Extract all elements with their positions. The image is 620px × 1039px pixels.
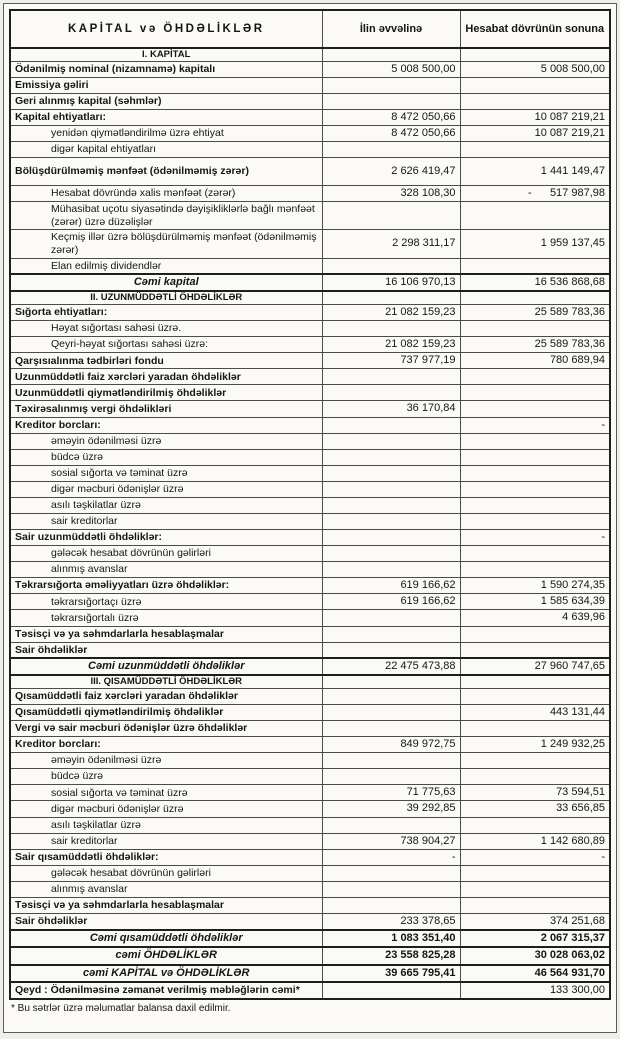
row-value-beginning-of-year [322, 529, 460, 545]
row-value-end-of-period: 1 441 149,47 [460, 158, 610, 186]
row-label: cəmi ÖHDƏLİKLƏR [10, 947, 322, 964]
row-value-end-of-period [460, 721, 610, 737]
row-value-beginning-of-year: 619 166,62 [322, 578, 460, 594]
row-value-beginning-of-year: 39 665 795,41 [322, 965, 460, 982]
row-label: yenidən qiymətləndirilmə üzrə ehtiyat [10, 125, 322, 141]
row-value-beginning-of-year: 39 292,85 [322, 801, 460, 817]
row-value-beginning-of-year [322, 142, 460, 158]
row-label: sosial sığorta və təminat üzrə [10, 785, 322, 801]
row-label: I. KAPİTAL [10, 48, 322, 61]
row-value-end-of-period: 27 960 747,65 [460, 658, 610, 675]
row-label: sair kreditorlar [10, 833, 322, 849]
row-label: Mühasibat uçotu siyasətində dəyişikliklərlə bağlı mənfəət (zərər) üzrə düzəlişlər [10, 202, 322, 230]
row-label: sosial sığorta və təminat üzrə [10, 465, 322, 481]
row-value-beginning-of-year [322, 882, 460, 898]
row-value-end-of-period [460, 898, 610, 914]
row-value-beginning-of-year [322, 753, 460, 769]
table-row [10, 337, 610, 353]
table-row [10, 142, 610, 158]
row-value-beginning-of-year [322, 898, 460, 914]
row-value-end-of-period [460, 401, 610, 417]
row-label: büdcə üzrə [10, 769, 322, 785]
row-label: Geri alınmış kapital (səhmlər) [10, 93, 322, 109]
table-row [10, 385, 610, 401]
table-row [10, 497, 610, 513]
row-value-beginning-of-year: 22 475 473,88 [322, 658, 460, 675]
row-value-end-of-period [460, 142, 610, 158]
row-label: əməyin ödənilməsi üzrə [10, 753, 322, 769]
table-row [10, 849, 610, 865]
table-row [10, 882, 610, 898]
table-row [10, 947, 610, 964]
row-label: gələcək hesabat dövrünün gəlirləri [10, 546, 322, 562]
row-value-beginning-of-year: 36 170,84 [322, 401, 460, 417]
row-value-beginning-of-year [322, 546, 460, 562]
row-value-beginning-of-year [322, 497, 460, 513]
row-value-beginning-of-year [322, 704, 460, 720]
table-row [10, 610, 610, 626]
row-value-beginning-of-year: 619 166,62 [322, 594, 460, 610]
row-value-end-of-period: 10 087 219,21 [460, 125, 610, 141]
row-value-beginning-of-year [322, 449, 460, 465]
table-row [10, 721, 610, 737]
table-row [10, 369, 610, 385]
row-value-beginning-of-year [322, 562, 460, 578]
footnote: * Bu sətrlər üzrə məlumatlar balansa daxil edilmir. [11, 1002, 231, 1014]
row-value-beginning-of-year [322, 481, 460, 497]
row-label: sair kreditorlar [10, 513, 322, 529]
row-label: Təsisçi və ya səhmdarlarla hesablaşmalar [10, 898, 322, 914]
row-value-end-of-period: 1 585 634,39 [460, 594, 610, 610]
row-value-beginning-of-year [322, 77, 460, 93]
row-value-end-of-period [460, 77, 610, 93]
row-value-beginning-of-year: 5 008 500,00 [322, 61, 460, 77]
row-label: III. QISAMÜDDƏTLİ ÖHDƏLİKLƏR [10, 675, 322, 688]
row-value-beginning-of-year [322, 817, 460, 833]
row-value-beginning-of-year: 738 904,27 [322, 833, 460, 849]
table-row [10, 578, 610, 594]
row-value-end-of-period: - [460, 849, 610, 865]
row-value-end-of-period: 30 028 063,02 [460, 947, 610, 964]
col-header-capital-liabilities: KAPİTAL və ÖHDƏLİKLƏR [10, 10, 322, 48]
row-value-beginning-of-year: 233 378,65 [322, 914, 460, 931]
table-row [10, 914, 610, 931]
row-label: Kreditor borcları: [10, 417, 322, 433]
row-value-beginning-of-year: 8 472 050,66 [322, 125, 460, 141]
row-value-beginning-of-year: 16 106 970,13 [322, 274, 460, 291]
table-row [10, 658, 610, 675]
table-row [10, 353, 610, 369]
row-value-beginning-of-year: 2 298 311,17 [322, 230, 460, 258]
row-value-beginning-of-year [322, 721, 460, 737]
row-value-beginning-of-year [322, 385, 460, 401]
row-value-end-of-period: 33 656,85 [460, 801, 610, 817]
table-row [10, 769, 610, 785]
table-row [10, 704, 610, 720]
table-row [10, 48, 610, 61]
row-value-beginning-of-year: 21 082 159,23 [322, 337, 460, 353]
row-value-end-of-period [460, 291, 610, 304]
balance-sheet-page [3, 3, 617, 1033]
table-row [10, 529, 610, 545]
row-value-end-of-period: 1 590 274,35 [460, 578, 610, 594]
row-value-end-of-period [460, 753, 610, 769]
row-label: Elan edilmiş dividendlər [10, 258, 322, 274]
row-value-end-of-period: - [460, 529, 610, 545]
row-value-beginning-of-year: 8 472 050,66 [322, 109, 460, 125]
row-value-end-of-period: 2 067 315,37 [460, 930, 610, 947]
row-value-beginning-of-year: 2 626 419,47 [322, 158, 460, 186]
row-label: asılı təşkilatlar üzrə [10, 817, 322, 833]
row-label: Cəmi kapital [10, 274, 322, 291]
row-value-end-of-period: 46 564 931,70 [460, 965, 610, 982]
table-row [10, 304, 610, 320]
row-label: Qısamüddətli faiz xərcləri yaradan öhdəliklər [10, 688, 322, 704]
row-value-end-of-period: 4 639,96 [460, 610, 610, 626]
row-value-end-of-period: 133 300,00 [460, 982, 610, 999]
row-label: Sair öhdəliklər [10, 914, 322, 931]
row-label: Təsisçi və ya səhmdarlarla hesablaşmalar [10, 626, 322, 642]
balance-sheet-table [9, 9, 611, 1000]
table-row [10, 737, 610, 753]
table-row [10, 675, 610, 688]
table-row [10, 965, 610, 982]
row-label: təkrarsığortalı üzrə [10, 610, 322, 626]
table-row [10, 158, 610, 186]
row-value-beginning-of-year: 21 082 159,23 [322, 304, 460, 320]
row-value-end-of-period: - [460, 417, 610, 433]
row-value-end-of-period: 25 589 783,36 [460, 337, 610, 353]
row-value-end-of-period [460, 321, 610, 337]
row-value-beginning-of-year [322, 866, 460, 882]
table-row [10, 982, 610, 999]
table-row [10, 688, 610, 704]
row-label: Vergi və sair məcburi ödənişlər üzrə öhdəliklər [10, 721, 322, 737]
row-value-beginning-of-year [322, 417, 460, 433]
row-value-beginning-of-year [322, 769, 460, 785]
row-value-end-of-period: 1 142 680,89 [460, 833, 610, 849]
row-label: digər məcburi ödənişlər üzrə [10, 801, 322, 817]
row-label: Sair uzunmüddətli öhdəliklər: [10, 529, 322, 545]
row-label: Qısamüddətli qiymətləndirilmiş öhdəliklər [10, 704, 322, 720]
row-value-end-of-period [460, 546, 610, 562]
table-row [10, 562, 610, 578]
row-label: digər məcburi ödənişlər üzrə [10, 481, 322, 497]
table-row [10, 866, 610, 882]
row-value-beginning-of-year [322, 433, 460, 449]
row-value-beginning-of-year [322, 48, 460, 61]
row-value-beginning-of-year: 71 775,63 [322, 785, 460, 801]
row-value-end-of-period [460, 642, 610, 658]
row-value-end-of-period [460, 626, 610, 642]
table-row [10, 274, 610, 291]
row-value-beginning-of-year [322, 610, 460, 626]
row-value-beginning-of-year: 849 972,75 [322, 737, 460, 753]
table-row [10, 93, 610, 109]
row-label: asılı təşkilatlar üzrə [10, 497, 322, 513]
table-row [10, 258, 610, 274]
row-label: gələcək hesabat dövrünün gəlirləri [10, 866, 322, 882]
row-value-beginning-of-year: 23 558 825,28 [322, 947, 460, 964]
row-label: təkrarsığortaçı üzrə [10, 594, 322, 610]
table-row [10, 449, 610, 465]
row-value-beginning-of-year [322, 369, 460, 385]
row-value-beginning-of-year: 737 977,19 [322, 353, 460, 369]
row-value-beginning-of-year [322, 258, 460, 274]
row-value-end-of-period: 1 249 932,25 [460, 737, 610, 753]
row-value-beginning-of-year [322, 93, 460, 109]
row-value-end-of-period: 10 087 219,21 [460, 109, 610, 125]
row-value-end-of-period: 443 131,44 [460, 704, 610, 720]
table-row [10, 930, 610, 947]
table-row [10, 401, 610, 417]
row-value-beginning-of-year [322, 291, 460, 304]
row-label: Uzunmüddətli qiymətləndirilmiş öhdəliklər [10, 385, 322, 401]
table-row [10, 626, 610, 642]
row-label: Cəmi uzunmüddətli öhdəliklər [10, 658, 322, 675]
table-row [10, 291, 610, 304]
row-value-end-of-period [460, 385, 610, 401]
table-row [10, 186, 610, 202]
row-value-end-of-period: 1 959 137,45 [460, 230, 610, 258]
table-row [10, 513, 610, 529]
table-row [10, 594, 610, 610]
row-value-end-of-period [460, 258, 610, 274]
row-label: digər kapital ehtiyatları [10, 142, 322, 158]
row-value-end-of-period [460, 369, 610, 385]
table-row [10, 898, 610, 914]
row-value-end-of-period [460, 93, 610, 109]
row-value-end-of-period [460, 675, 610, 688]
row-label: Keçmiş illər üzrə bölüşdürülməmiş mənfəət (ödənilməmiş zərər) [10, 230, 322, 258]
row-value-end-of-period: 73 594,51 [460, 785, 610, 801]
table-row [10, 433, 610, 449]
table-row [10, 321, 610, 337]
row-label: Sığorta ehtiyatları: [10, 304, 322, 320]
row-value-beginning-of-year: - [322, 849, 460, 865]
row-label: Təkrarsığorta əməliyyatları üzrə öhdəliklər: [10, 578, 322, 594]
row-value-end-of-period [460, 769, 610, 785]
row-value-end-of-period [460, 866, 610, 882]
row-value-end-of-period [460, 817, 610, 833]
row-value-beginning-of-year [322, 688, 460, 704]
row-label: Qeyd : Ödənilməsinə zəmanət verilmiş məbləğlərin cəmi* [10, 982, 322, 999]
col-header-end-of-period: Hesabat dövrünün sonuna [460, 10, 610, 48]
row-label: Cəmi qısamüddətli öhdəliklər [10, 930, 322, 947]
table-row [10, 125, 610, 141]
row-label: Ödənilmiş nominal (nizamnamə) kapitalı [10, 61, 322, 77]
row-value-end-of-period [460, 202, 610, 230]
row-value-beginning-of-year: 1 083 351,40 [322, 930, 460, 947]
row-value-beginning-of-year [322, 513, 460, 529]
row-label: II. UZUNMÜDDƏTLİ ÖHDƏLİKLƏR [10, 291, 322, 304]
row-label: Kreditor borcları: [10, 737, 322, 753]
row-label: alınmış avanslar [10, 882, 322, 898]
row-value-beginning-of-year [322, 626, 460, 642]
col-header-beginning-of-year: İlin əvvəlinə [322, 10, 460, 48]
row-label: Təxirəsalınmış vergi öhdəlikləri [10, 401, 322, 417]
table-row [10, 417, 610, 433]
row-value-end-of-period [460, 882, 610, 898]
table-row [10, 833, 610, 849]
row-value-end-of-period: - 517 987,98 [460, 186, 610, 202]
table-row [10, 202, 610, 230]
row-label: Uzunmüddətli faiz xərcləri yaradan öhdəliklər [10, 369, 322, 385]
row-value-end-of-period: 5 008 500,00 [460, 61, 610, 77]
row-label: Kapital ehtiyatları: [10, 109, 322, 125]
row-label: alınmış avanslar [10, 562, 322, 578]
row-value-end-of-period [460, 497, 610, 513]
row-value-end-of-period: 374 251,68 [460, 914, 610, 931]
row-value-beginning-of-year [322, 202, 460, 230]
row-label: Qarşısıalınma tədbirləri fondu [10, 353, 322, 369]
row-label: Sair qısamüddətli öhdəliklər: [10, 849, 322, 865]
row-label: Bölüşdürülməmiş mənfəət (ödənilməmiş zərər) [10, 158, 322, 186]
row-value-end-of-period [460, 48, 610, 61]
row-value-end-of-period [460, 449, 610, 465]
row-label: əməyin ödənilməsi üzrə [10, 433, 322, 449]
row-value-beginning-of-year [322, 982, 460, 999]
row-value-beginning-of-year [322, 465, 460, 481]
table-row [10, 230, 610, 258]
table-row [10, 481, 610, 497]
row-label: Hesabat dövründə xalis mənfəət (zərər) [10, 186, 322, 202]
table-row [10, 801, 610, 817]
row-label: Həyat sığortası sahəsi üzrə. [10, 321, 322, 337]
row-label: cəmi KAPİTAL və ÖHDƏLİKLƏR [10, 965, 322, 982]
row-value-end-of-period: 16 536 868,68 [460, 274, 610, 291]
row-value-end-of-period: 25 589 783,36 [460, 304, 610, 320]
row-value-end-of-period: 780 689,94 [460, 353, 610, 369]
row-value-beginning-of-year [322, 675, 460, 688]
row-value-end-of-period [460, 513, 610, 529]
row-label: Emissiya gəliri [10, 77, 322, 93]
row-value-beginning-of-year: 328 108,30 [322, 186, 460, 202]
table-row [10, 109, 610, 125]
table-row [10, 785, 610, 801]
table-header [10, 10, 610, 48]
table-body [10, 48, 610, 999]
row-value-end-of-period [460, 433, 610, 449]
table-row [10, 753, 610, 769]
row-label: büdcə üzrə [10, 449, 322, 465]
row-value-end-of-period [460, 481, 610, 497]
row-label: Sair öhdəliklər [10, 642, 322, 658]
header-row [10, 10, 610, 48]
table-row [10, 642, 610, 658]
row-value-end-of-period [460, 688, 610, 704]
row-value-beginning-of-year [322, 321, 460, 337]
row-value-end-of-period [460, 562, 610, 578]
table-row [10, 77, 610, 93]
row-value-beginning-of-year [322, 642, 460, 658]
row-label: Qeyri-həyat sığortası sahəsi üzrə: [10, 337, 322, 353]
table-row [10, 465, 610, 481]
table-row [10, 817, 610, 833]
row-value-end-of-period [460, 465, 610, 481]
table-row [10, 546, 610, 562]
table-row [10, 61, 610, 77]
